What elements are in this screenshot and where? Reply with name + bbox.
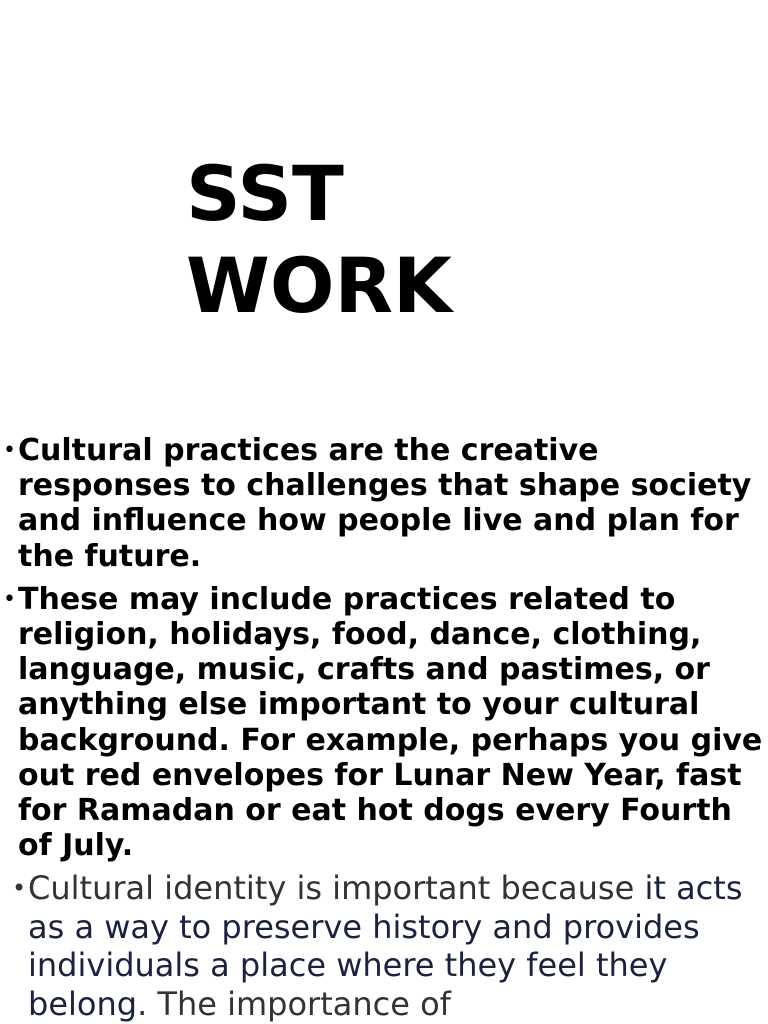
bullet-marker: •	[12, 874, 27, 903]
bullet-marker: •	[3, 438, 16, 463]
title-line-1: SST	[186, 149, 344, 238]
bullet-list	[0, 433, 768, 1023]
bullet-item-cultural-identity	[0, 869, 758, 1023]
slide-title	[186, 148, 452, 332]
bullet-text: Cultural practices are the creative responses to challenges that shape society and influence how people live and plan for the future.	[18, 433, 752, 574]
bullet-item-cultural-practices	[0, 433, 766, 574]
bullet-text-part-3: . The importance of	[137, 984, 451, 1023]
title-line-2: WORK	[186, 241, 452, 330]
bullet-text-part-2: it acts as a way to preserve history and provides individuals a place where they feel they belong	[28, 869, 743, 1023]
bullet-text-part-1: Cultural identity is important because	[28, 869, 645, 908]
bullet-marker: •	[3, 586, 16, 612]
bullet-item-examples	[0, 582, 766, 864]
bullet-text: These may include practices related to religion, holidays, food, dance, clothing, language, music, crafts and pastimes, or anything else important to your cultural background. For example, perhaps you give out red envelopes for Lunar New Year, fast for Ramadan or eat hot dogs every Fourth of July.	[18, 581, 763, 864]
